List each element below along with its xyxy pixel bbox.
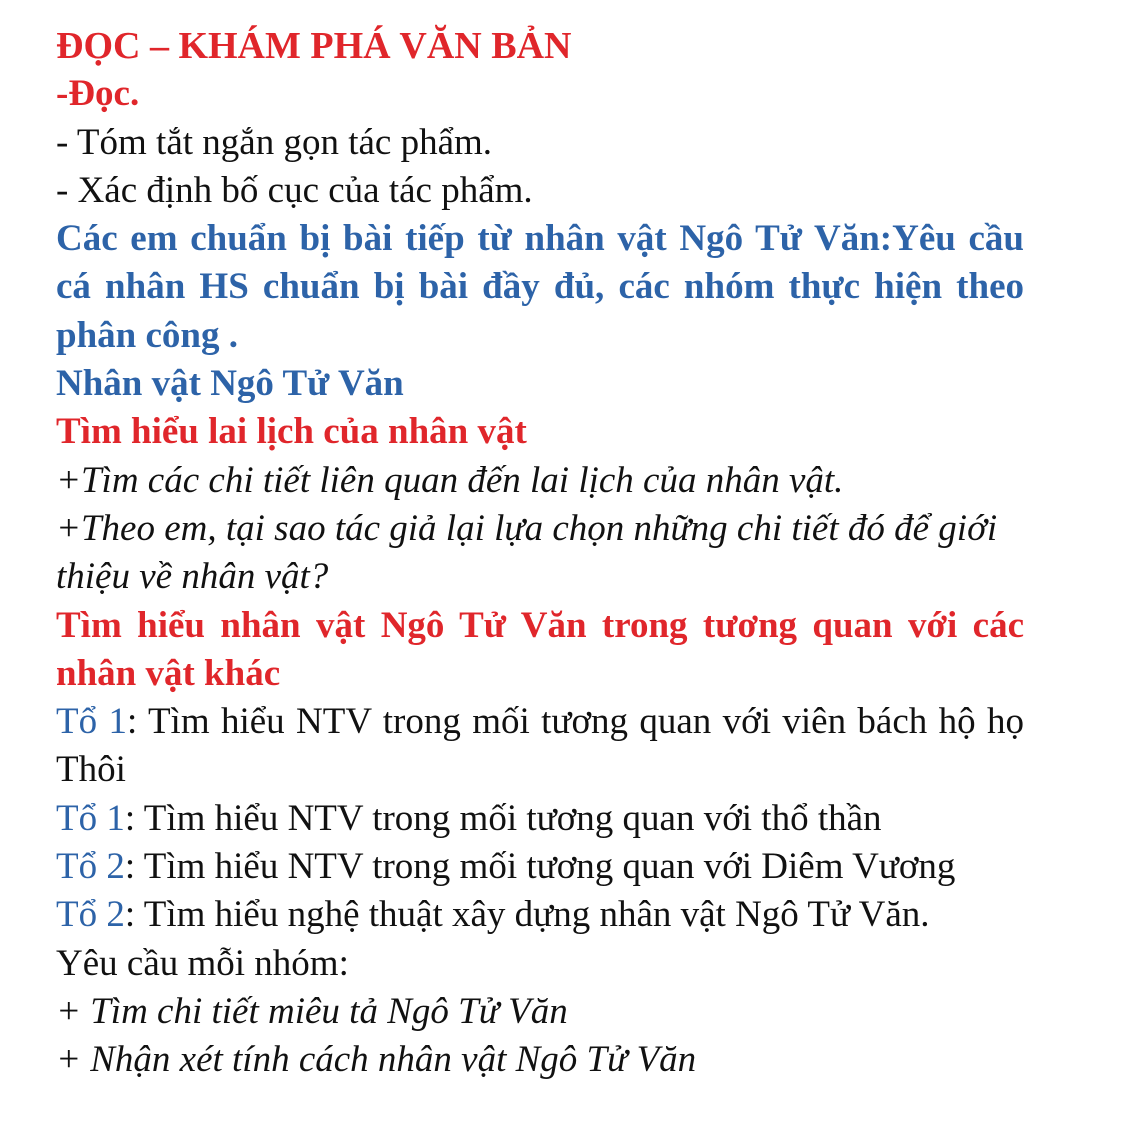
- requirement-heading: Yêu cầu mỗi nhóm:: [56, 942, 349, 984]
- page-title: ĐỌC – KHÁM PHÁ VĂN BẢN: [56, 25, 572, 67]
- group-task-1: [56, 698, 1024, 795]
- group-task-text: : Tìm hiểu NTV trong mối tương quan với viên bách hộ họ Thôi: [56, 701, 1024, 791]
- requirement-1: + Tìm chi tiết miêu tả Ngô Tử Văn: [56, 990, 568, 1032]
- group-label: Tổ 1: [56, 701, 127, 743]
- read-heading: -Đọc.: [56, 73, 140, 115]
- task-structure: - Xác định bố cục của tác phẩm.: [56, 169, 533, 211]
- document-page: [56, 22, 1024, 1085]
- relation-heading: Tìm hiểu nhân vật Ngô Tử Văn trong tương quan với các nhân vật khác: [56, 604, 1024, 694]
- group-label: Tổ 2: [56, 894, 125, 936]
- group-label: Tổ 2: [56, 846, 125, 888]
- task-summarize: - Tóm tắt ngắn gọn tác phẩm.: [56, 121, 493, 163]
- group-label: Tổ 1: [56, 797, 125, 839]
- group-task-3: [56, 843, 1024, 891]
- requirement-2: + Nhận xét tính cách nhân vật Ngô Tử Văn: [56, 1039, 697, 1081]
- origin-question-1: +Tìm các chi tiết liên quan đến lai lịch của nhân vật.: [56, 459, 844, 501]
- character-heading: Nhân vật Ngô Tử Văn: [56, 363, 404, 405]
- group-task-4: [56, 891, 1024, 939]
- origin-question-2: +Theo em, tại sao tác giả lại lựa chọn những chi tiết đó để giới thiệu về nhân vật?: [56, 507, 998, 598]
- group-task-text: : Tìm hiểu NTV trong mối tương quan với Diêm Vương: [124, 846, 956, 888]
- instruction-paragraph: Các em chuẩn bị bài tiếp từ nhân vật Ngô Tử Văn:Yêu cầu cá nhân HS chuẩn bị bài đầy đủ, các nhóm thực hiện theo phân công .: [56, 218, 1024, 356]
- origin-heading: Tìm hiểu lai lịch của nhân vật: [56, 411, 527, 453]
- group-task-text: : Tìm hiểu nghệ thuật xây dựng nhân vật Ngô Tử Văn.: [124, 894, 930, 936]
- group-task-2: [56, 795, 1024, 843]
- group-task-text: : Tìm hiểu NTV trong mối tương quan với thổ thần: [124, 797, 882, 839]
